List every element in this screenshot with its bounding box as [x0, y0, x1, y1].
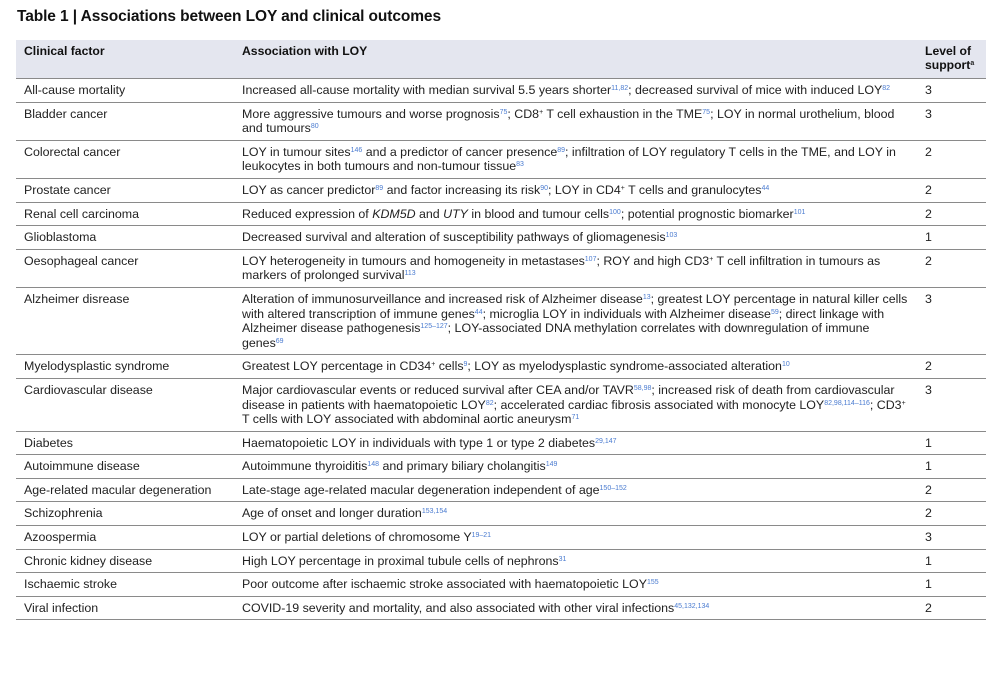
table-row — [16, 79, 986, 103]
association-text: Increased all-cause mortality with median survival 5.5 years shorter — [242, 83, 612, 97]
table-row — [16, 226, 986, 250]
association-cell — [234, 178, 917, 202]
association-text: in blood and tumour cells — [467, 206, 610, 221]
clinical-factor-cell: Schizophrenia — [16, 502, 234, 526]
reference-superscript: 148 — [367, 461, 380, 469]
reference-superscript: 80 — [310, 123, 319, 131]
table-row — [16, 573, 986, 597]
level-of-support-cell: 3 — [917, 526, 986, 550]
reference-superscript: 29,147 — [595, 437, 617, 445]
reference-superscript: 90 — [540, 184, 548, 192]
association-text: and — [415, 206, 444, 221]
clinical-factor-cell: Myelodysplastic syndrome — [16, 355, 234, 379]
header-row — [16, 40, 986, 79]
reference-superscript: 9 — [463, 361, 468, 369]
clinical-factor-cell: Autoimmune disease — [16, 455, 234, 479]
association-cell — [234, 202, 917, 226]
association-text: T cell infiltration in tumours as markers of prolonged survival — [242, 253, 881, 283]
reference-superscript: 100 — [609, 208, 621, 216]
level-of-support-cell: 1 — [917, 549, 986, 573]
level-of-support-cell: 1 — [917, 226, 986, 250]
reference-superscript: 125–127 — [420, 323, 448, 331]
clinical-factor-cell: Viral infection — [16, 596, 234, 620]
level-of-support-cell: 2 — [917, 596, 986, 620]
association-cell — [234, 549, 917, 573]
association-text: ; increased risk of death from cardiovascular disease in patients with haematopoietic LOY — [242, 382, 895, 412]
reference-superscript: 89 — [557, 146, 566, 154]
association-cell — [234, 79, 917, 103]
level-of-support-cell: 2 — [917, 140, 986, 178]
reference-superscript: 101 — [793, 208, 806, 216]
header-level-footnote-mark: a — [970, 60, 975, 67]
association-text: ; CD3 — [869, 397, 902, 412]
plus-superscript: + — [431, 361, 436, 369]
table-row — [16, 596, 986, 620]
table-row — [16, 549, 986, 573]
clinical-factor-cell: Colorectal cancer — [16, 140, 234, 178]
reference-superscript: 82,98,114–116 — [824, 399, 870, 407]
association-text: High LOY percentage in proximal tubule cells of nephrons — [242, 553, 559, 568]
association-cell — [234, 478, 917, 502]
table-row — [16, 178, 986, 202]
plus-superscript: + — [620, 184, 625, 192]
association-text: Alteration of immunosurveillance and increased risk of Alzheimer disease — [242, 291, 643, 306]
association-text: ; accelerated cardiac fibrosis associated with monocyte LOY — [493, 397, 825, 412]
reference-superscript: 153,154 — [421, 508, 448, 516]
table-row — [16, 378, 986, 431]
reference-superscript: 83 — [516, 161, 524, 169]
table-row — [16, 431, 986, 455]
association-text: LOY or partial deletions of chromosome Y — [242, 530, 472, 545]
association-text: Greatest LOY percentage in CD34 — [242, 359, 432, 374]
reference-superscript: 150–152 — [599, 484, 627, 492]
clinical-factor-cell: All-cause mortality — [16, 79, 234, 103]
table-row — [16, 287, 986, 354]
association-text: LOY heterogeneity in tumours and homogeneity in metastases — [242, 253, 585, 268]
association-text: and a predictor of cancer presence — [362, 144, 558, 159]
table-row — [16, 526, 986, 550]
reference-superscript: 19–21 — [471, 532, 492, 540]
association-cell — [234, 455, 917, 479]
clinical-factor-cell: Diabetes — [16, 431, 234, 455]
reference-superscript: 149 — [545, 461, 558, 469]
table-row — [16, 502, 986, 526]
reference-superscript: 44 — [474, 308, 483, 316]
loy-table — [16, 40, 986, 620]
association-cell — [234, 249, 917, 287]
clinical-factor-cell: Azoospermia — [16, 526, 234, 550]
clinical-factor-cell: Chronic kidney disease — [16, 549, 234, 573]
level-of-support-cell: 2 — [917, 355, 986, 379]
clinical-factor-cell: Bladder cancer — [16, 102, 234, 140]
reference-superscript: 113 — [404, 270, 416, 278]
level-of-support-cell: 1 — [917, 573, 986, 597]
clinical-factor-cell: Age-related macular degeneration — [16, 478, 234, 502]
reference-superscript: 75 — [499, 108, 508, 116]
level-of-support-cell: 2 — [917, 249, 986, 287]
clinical-factor-cell: Prostate cancer — [16, 178, 234, 202]
reference-superscript: 13 — [642, 293, 651, 301]
association-text: ; LOY as myelodysplastic syndrome-associated alteration — [467, 359, 782, 374]
clinical-factor-cell: Cardiovascular disease — [16, 378, 234, 431]
reference-superscript: 146 — [350, 146, 363, 154]
association-text: LOY in tumour sites — [242, 144, 351, 159]
level-of-support-cell: 2 — [917, 202, 986, 226]
level-of-support-cell: 3 — [917, 79, 986, 103]
clinical-factor-cell: Ischaemic stroke — [16, 573, 234, 597]
reference-superscript: 45,132,134 — [674, 602, 710, 610]
header-level-of-support — [917, 40, 986, 79]
association-text: ; LOY in CD4 — [548, 182, 621, 197]
association-text: T cells and granulocytes — [624, 182, 762, 197]
association-text: Major cardiovascular events or reduced survival after CEA and/or TAVR — [242, 382, 634, 397]
association-text: ; LOY in normal urothelium, blood and tumours — [242, 106, 895, 136]
association-text: ; ROY and high CD3 — [596, 253, 710, 268]
level-of-support-cell: 2 — [917, 178, 986, 202]
association-text: ; greatest LOY percentage in natural killer cells with altered transcription of immune genes — [242, 291, 908, 321]
table-row — [16, 355, 986, 379]
header-clinical-factor: Clinical factor — [24, 44, 105, 58]
table-row — [16, 140, 986, 178]
reference-superscript: 71 — [571, 414, 580, 422]
association-text: ; potential prognostic biomarker — [620, 206, 794, 221]
plus-superscript: + — [901, 399, 906, 407]
table-row — [16, 202, 986, 226]
level-of-support-cell: 1 — [917, 455, 986, 479]
gene-name-italic: UTY — [443, 206, 468, 221]
table-row — [16, 455, 986, 479]
clinical-factor-cell: Alzheimer disrease — [16, 287, 234, 354]
level-of-support-cell: 1 — [917, 431, 986, 455]
header-association: Association with LOY — [242, 44, 368, 58]
reference-superscript: 31 — [558, 555, 567, 563]
clinical-factor-cell: Oesophageal cancer — [16, 249, 234, 287]
table-body — [16, 79, 986, 620]
table-title: Table 1 | Associations between LOY and clinical outcomes — [17, 8, 441, 25]
plus-superscript: + — [539, 108, 544, 116]
clinical-factor-cell: Glioblastoma — [16, 226, 234, 250]
association-cell — [234, 355, 917, 379]
association-cell — [234, 226, 917, 250]
association-cell — [234, 102, 917, 140]
gene-name-italic: KDM5D — [372, 206, 416, 221]
association-cell — [234, 502, 917, 526]
association-text: and primary biliary cholangitis — [379, 459, 546, 474]
reference-superscript: 44 — [761, 184, 770, 192]
association-text: T cell exhaustion in the TME — [543, 106, 703, 121]
level-of-support-cell: 2 — [917, 502, 986, 526]
association-text: ; decreased survival of mice with induced LOY — [628, 83, 883, 97]
association-cell — [234, 287, 917, 354]
association-text: cells — [435, 359, 464, 374]
association-text: and factor increasing its risk — [383, 182, 541, 197]
table-row — [16, 102, 986, 140]
association-text: Haematopoietic LOY in individuals with type 1 or type 2 diabetes — [242, 435, 596, 450]
association-text: ; infiltration of LOY regulatory T cells in the TME, and LOY in leukocytes in both tumours and non-tumour tissue — [242, 144, 896, 174]
association-text: More aggressive tumours and worse prognosis — [242, 106, 500, 121]
reference-superscript: 75 — [702, 108, 711, 116]
reference-superscript: 89 — [375, 184, 384, 192]
clinical-factor-cell: Renal cell carcinoma — [16, 202, 234, 226]
association-cell — [234, 573, 917, 597]
reference-superscript: 107 — [584, 255, 597, 263]
reference-superscript: 155 — [646, 579, 659, 587]
association-text: Poor outcome after ischaemic stroke associated with haematopoietic LOY — [242, 577, 647, 592]
plus-superscript: + — [709, 255, 714, 263]
association-text: LOY as cancer predictor — [242, 182, 376, 197]
level-of-support-cell: 3 — [917, 102, 986, 140]
reference-superscript: 10 — [781, 361, 790, 369]
association-cell — [234, 431, 917, 455]
association-text: Age of onset and longer duration — [242, 506, 422, 521]
association-text: Autoimmune thyroiditis — [242, 459, 368, 474]
reference-superscript: 58,98 — [633, 384, 652, 392]
association-cell — [234, 140, 917, 178]
association-cell — [234, 526, 917, 550]
association-text: T cells with LOY associated with abdominal aortic aneurysm — [242, 412, 572, 427]
level-of-support-cell: 3 — [917, 378, 986, 431]
association-cell — [234, 378, 917, 431]
reference-superscript: 11,82 — [611, 85, 629, 92]
reference-superscript: 59 — [770, 308, 779, 316]
association-text: Reduced expression of — [242, 206, 373, 221]
association-text: COVID-19 severity and mortality, and also associated with other viral infections — [242, 600, 675, 615]
table-row — [16, 249, 986, 287]
level-of-support-cell: 3 — [917, 287, 986, 354]
reference-superscript: 82 — [485, 399, 494, 407]
association-text: ; microglia LOY in individuals with Alzheimer disease — [482, 306, 771, 321]
reference-superscript: 103 — [665, 232, 678, 240]
association-text: Decreased survival and alteration of susceptibility pathways of gliomagenesis — [242, 230, 666, 245]
association-text: ; CD8 — [507, 106, 540, 121]
reference-superscript: 82 — [882, 85, 891, 92]
association-text: ; direct linkage with Alzheimer disease pathogenesis — [242, 306, 885, 336]
association-text: ; LOY-associated DNA methylation correlates with downregulation of immune genes — [242, 321, 870, 350]
level-of-support-cell: 2 — [917, 478, 986, 502]
reference-superscript: 69 — [275, 337, 284, 345]
association-text: Late-stage age-related macular degeneration independent of age — [242, 482, 600, 497]
association-cell — [234, 596, 917, 620]
header-level-label: Level of support — [925, 44, 972, 72]
table-row — [16, 478, 986, 502]
